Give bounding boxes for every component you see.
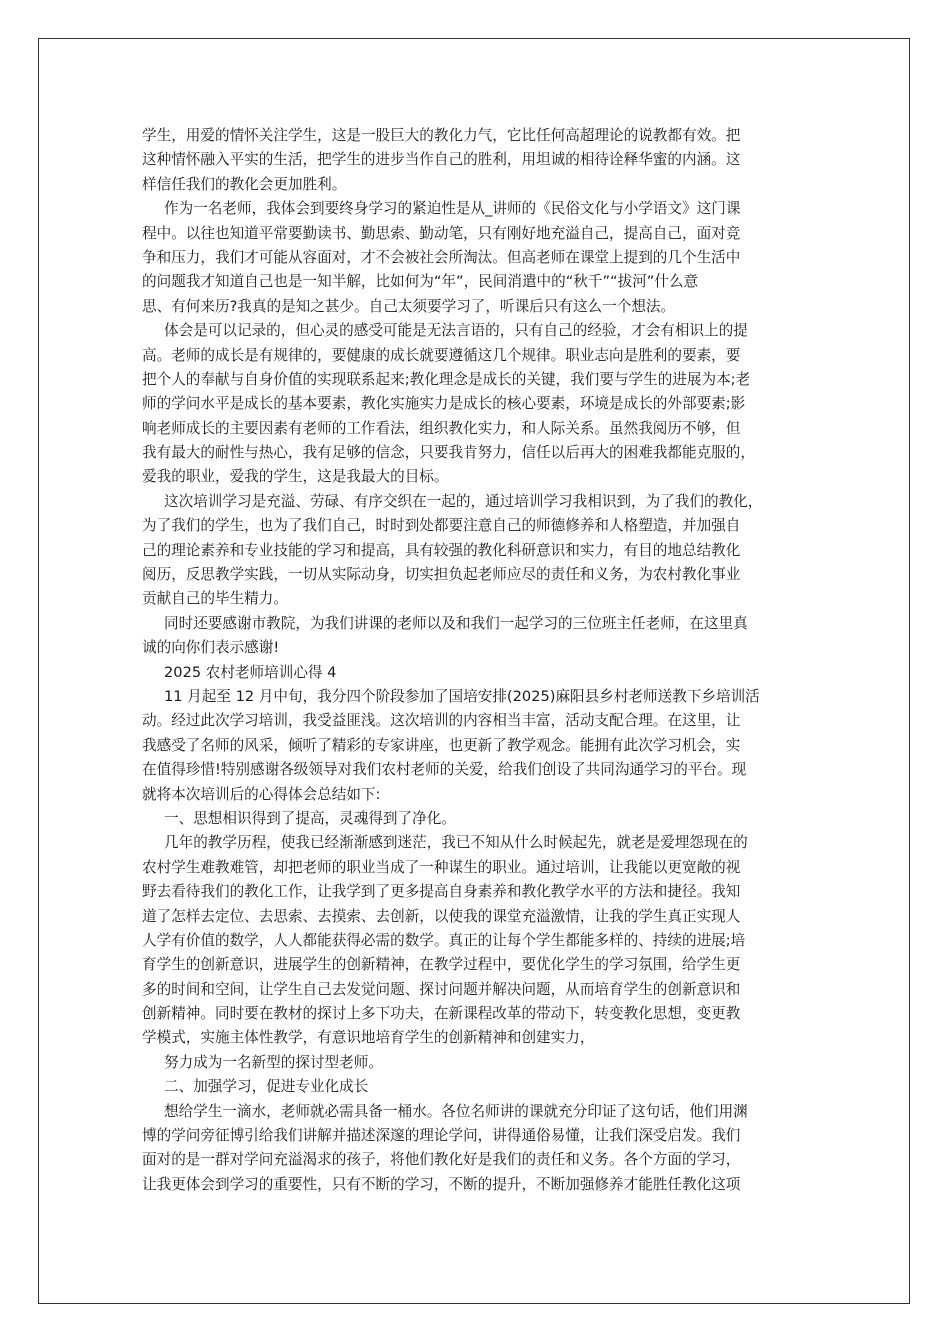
- text-line: 把个人的奉献与自身价值的实现联系起来;教化理念是成长的关键，我们要与学生的进展为本;老: [142, 370, 751, 388]
- text-line: 博的学问旁征博引给我们讲解并描述深邃的理论学问，讲得通俗易懂，让我们深受启发。我们: [142, 1127, 741, 1145]
- text-line: 人学有价值的数学，人人都能获得必需的数学。真正的让每个学生都能多样的、持续的进展;培: [142, 931, 746, 949]
- text-line: 爱我的职业，爱我的学生，这是我最大的目标。: [142, 468, 449, 486]
- text-line: 这种情怀融入平实的生活，把学生的进步当作自己的胜利，用坦诚的相待诠释华蜜的内涵。这: [142, 151, 741, 169]
- text-line: 程中。以往也知道平常要勤读书、勤思索、勤动笔，只有刚好地充溢自己，提高自己，面对竞: [142, 224, 741, 242]
- text-line: 农村学生难教难管，却把老师的职业当成了一种谋生的职业。通过培训，让我能以更宽敞的视: [142, 858, 741, 876]
- text-line: 多的时间和空间，让学生自己去发觉问题、探讨问题并解决问题，从而培育学生的创新意识和: [142, 980, 741, 998]
- text-line: 想给学生一滴水，老师就必需具备一桶水。各位名师讲的课就充分印证了这句话，他们用渊: [164, 1102, 748, 1120]
- text-line: 为了我们的学生，也为了我们自己，时时到处都要注意自己的师德修养和人格塑造，并加强自: [142, 517, 741, 535]
- text-line: 2025 农村老师培训心得 4: [164, 663, 337, 681]
- text-line: 我有最大的耐性与热心，我有足够的信念，只要我肯努力，信任以后再大的困难我都能克服的，: [142, 444, 755, 462]
- text-line: 贡献自己的毕生精力。: [142, 590, 288, 608]
- text-line: 动。经过此次学习培训，我受益匪浅。这次培训的内容相当丰富，活动支配合理。在这里，让: [142, 712, 741, 730]
- text-line: 让我更体会到学习的重要性，只有不断的学习，不断的提升，不断加强修养才能胜任教化这项: [142, 1175, 741, 1193]
- text-line: 争和压力，我们才可能从容面对，才不会被社会所淘汰。但高老师在课堂上提到的几个生活中: [142, 248, 741, 266]
- text-line: 面对的是一群对学问充溢渴求的孩子，将他们教化好是我们的责任和义务。各个方面的学习，: [142, 1151, 741, 1169]
- text-line: 阅历，反思教学实践，一切从实际动身，切实担负起老师应尽的责任和义务，为农村教化事业: [142, 566, 741, 584]
- text-line: 同时还要感谢市教院，为我们讲课的老师以及和我们一起学习的三位班主任老师，在这里真: [164, 614, 748, 632]
- text-line: 诚的向你们表示感谢!: [142, 639, 280, 657]
- text-line: 学模式，实施主体性教学，有意识地培育学生的创新精神和创建实力，: [142, 1029, 595, 1047]
- text-line: 的问题我才知道自己也是一知半解，比如何为“年”，民间消遣中的“秋千”“拔河”什么意: [142, 273, 699, 291]
- text-line: 一、思想相识得到了提高，灵魂得到了净化。: [164, 809, 456, 827]
- text-line: 师的学问水平是成长的基本要素，教化实施实力是成长的核心要素，环境是成长的外部要素;影: [142, 395, 746, 413]
- text-line: 学生，用爱的情怀关注学生，这是一股巨大的教化力气，它比任何高超理论的说教都有效。把: [142, 127, 741, 144]
- text-line: 在值得珍惜!特别感谢各级领导对我们农村老师的关爱，给我们创设了共同沟通学习的平台。现: [142, 761, 747, 779]
- text-line: 体会是可以记录的，但心灵的感受可能是无法言语的，只有自己的经验，才会有相识上的提: [164, 322, 748, 340]
- text-line: 作为一名老师，我体会到要终身学习的紧迫性是从_讲师的《民俗文化与小学语文》这门课: [164, 200, 741, 218]
- text-line: 高。老师的成长是有规律的，要健康的成长就要遵循这几个规律。职业志向是胜利的要素，要: [142, 346, 741, 364]
- text-line: 11 月起至 12 月中旬，我分四个阶段参加了国培安排(2025)麻阳县乡村老师送教下乡培训活: [164, 687, 760, 705]
- text-line: 这次培训学习是充溢、劳碌、有序交织在一起的，通过培训学习我相识到，为了我们的教化，: [164, 492, 763, 510]
- text-line: 创新精神。同时要在教材的探讨上多下功夫，在新课程改革的带动下，转变教化思想，变更教: [142, 1005, 741, 1023]
- text-line: 己的理论素养和专业技能的学习和提高，具有较强的教化科研意识和实力，有目的地总结教化: [142, 541, 741, 559]
- text-line: 就将本次培训后的心得体会总结如下:: [142, 785, 381, 803]
- document-body: [142, 124, 810, 1197]
- text-line: 几年的教学历程，使我已经渐渐感到迷茫，我已不知从什么时候起先，就老是爱埋怨现在的: [164, 834, 748, 852]
- text-line: 样信任我们的教化会更加胜利。: [142, 175, 347, 193]
- text-line: 二、加强学习，促进专业化成长: [164, 1078, 369, 1096]
- text-line: 野去看待我们的教化工作，让我学到了更多提高自身素养和教化教学水平的方法和捷径。我知: [142, 883, 741, 901]
- text-line: 我感受了名师的风采，倾听了精彩的专家讲座，也更新了教学观念。能拥有此次学习机会，实: [142, 736, 741, 754]
- text-line: 思、有何来历?我真的是知之甚少。自己太须要学习了，听课后只有这么一个想法。: [142, 297, 676, 315]
- text-line: 响老师成长的主要因素有老师的工作看法，组织教化实力，和人际关系。虽然我阅历不够，但: [142, 419, 741, 437]
- text-line: 努力成为一名新型的探讨型老师。: [164, 1053, 383, 1071]
- text-line: 道了怎样去定位、去思索、去摸索、去创新，以使我的课堂充溢激情，让我的学生真正实现人: [142, 907, 741, 925]
- text-line: 育学生的创新意识，进展学生的创新精神，在教学过程中，要优化学生的学习氛围，给学生更: [142, 956, 741, 974]
